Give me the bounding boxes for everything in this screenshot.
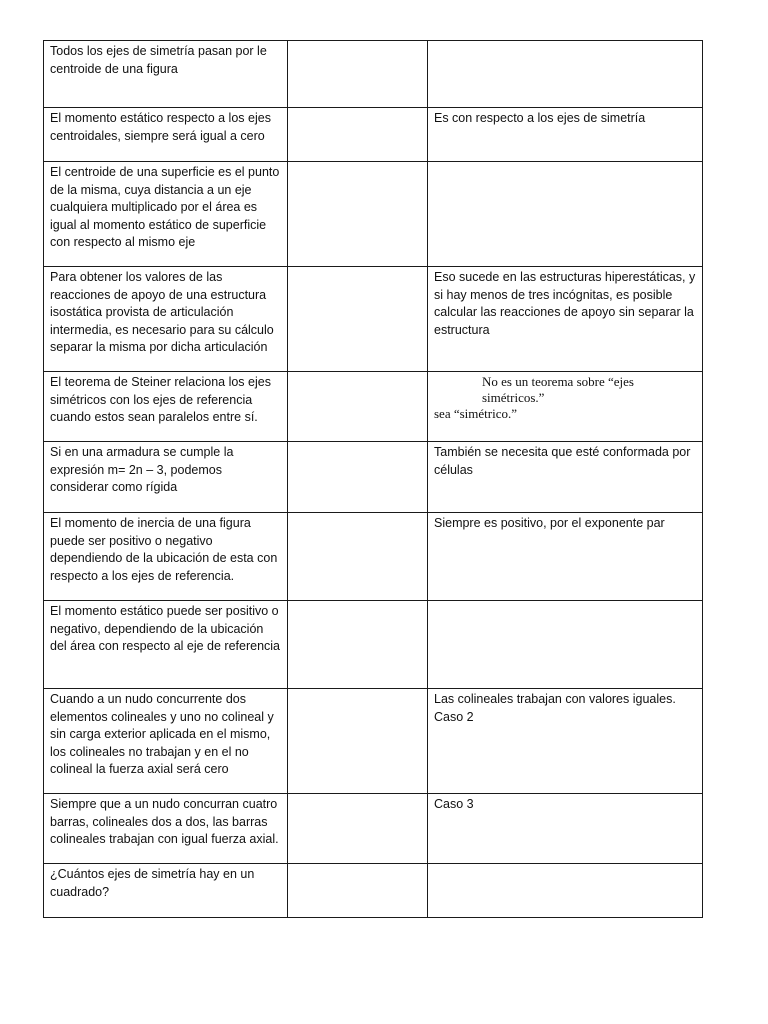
note-cell: [428, 41, 703, 108]
answer-cell[interactable]: [288, 689, 428, 794]
note-cell: [428, 689, 703, 794]
answer-cell[interactable]: [288, 601, 428, 689]
table-row: [44, 513, 703, 601]
statement-cell: El momento estático puede ser positivo o negativo, dependiendo de la ubicación del área con respecto al eje de referencia: [44, 601, 288, 689]
statement-cell: El momento de inercia de una figura puede ser positivo o negativo dependiendo de la ubicación de esta con respecto a los ejes de referencia.: [44, 513, 288, 601]
table-row: [44, 162, 703, 267]
answer-cell[interactable]: [288, 162, 428, 267]
table-row: [44, 41, 703, 108]
statement-cell: Siempre que a un nudo concurran cuatro barras, colineales dos a dos, las barras colineales trabajan con igual fuerza axial.: [44, 794, 288, 864]
statement-cell: Todos los ejes de simetría pasan por le centroide de una figura: [44, 41, 288, 108]
note-cell: Es con respecto a los ejes de simetría: [428, 108, 703, 162]
note-cell: [428, 162, 703, 267]
note-line: sea “simétrico.”: [434, 406, 518, 421]
answer-table: [43, 40, 703, 918]
table-row: [44, 794, 703, 864]
answer-cell[interactable]: [288, 372, 428, 442]
answer-cell[interactable]: [288, 794, 428, 864]
table-row: [44, 108, 703, 162]
answer-cell[interactable]: [288, 513, 428, 601]
statement-cell: El centroide de una superficie es el punto de la misma, cuya distancia a un eje cualquiera multiplicado por el área es igual al momento estático de superficie con respecto al mismo eje: [44, 162, 288, 267]
note-cell: [428, 601, 703, 689]
answer-cell[interactable]: [288, 108, 428, 162]
note-line: Las colineales trabajan con valores iguales.: [434, 692, 676, 706]
note-cell: También se necesita que esté conformada por células: [428, 442, 703, 513]
statement-cell: Cuando a un nudo concurrente dos elementos colineales y uno no colineal y sin carga exterior aplicada en el mismo, los colineales no trabajan y en el no colineal la fuerza axial será cero: [44, 689, 288, 794]
answer-cell[interactable]: [288, 267, 428, 372]
statement-cell: El momento estático respecto a los ejes centroidales, siempre será igual a cero: [44, 108, 288, 162]
table-row: [44, 442, 703, 513]
table-row: [44, 601, 703, 689]
answer-cell[interactable]: [288, 864, 428, 918]
note-cell: Caso 3: [428, 794, 703, 864]
table-row: [44, 372, 703, 442]
answer-cell[interactable]: [288, 442, 428, 513]
note-cell: Siempre es positivo, por el exponente par: [428, 513, 703, 601]
table-row: [44, 267, 703, 372]
table-row: [44, 864, 703, 918]
note-line: Caso 2: [434, 709, 474, 724]
statement-cell: El teorema de Steiner relaciona los ejes simétricos con los ejes de referencia cuando estos sean paralelos entre sí.: [44, 372, 288, 442]
answer-cell[interactable]: [288, 41, 428, 108]
note-line: No es un teorema sobre “ejes simétricos.”: [482, 374, 634, 405]
note-cell: Eso sucede en las estructuras hiperestáticas, y si hay menos de tres incógnitas, es posible calcular las reacciones de apoyo sin separar la estructura: [428, 267, 703, 372]
note-cell: [428, 372, 703, 442]
statement-cell: ¿Cuántos ejes de simetría hay en un cuadrado?: [44, 864, 288, 918]
statement-cell: Para obtener los valores de las reacciones de apoyo de una estructura isostática provista de articulación intermedia, es necesario para su cálculo separar la misma por dicha articulación: [44, 267, 288, 372]
statement-cell: Si en una armadura se cumple la expresión m= 2n – 3, podemos considerar como rígida: [44, 442, 288, 513]
note-cell: [428, 864, 703, 918]
table-row: [44, 689, 703, 794]
